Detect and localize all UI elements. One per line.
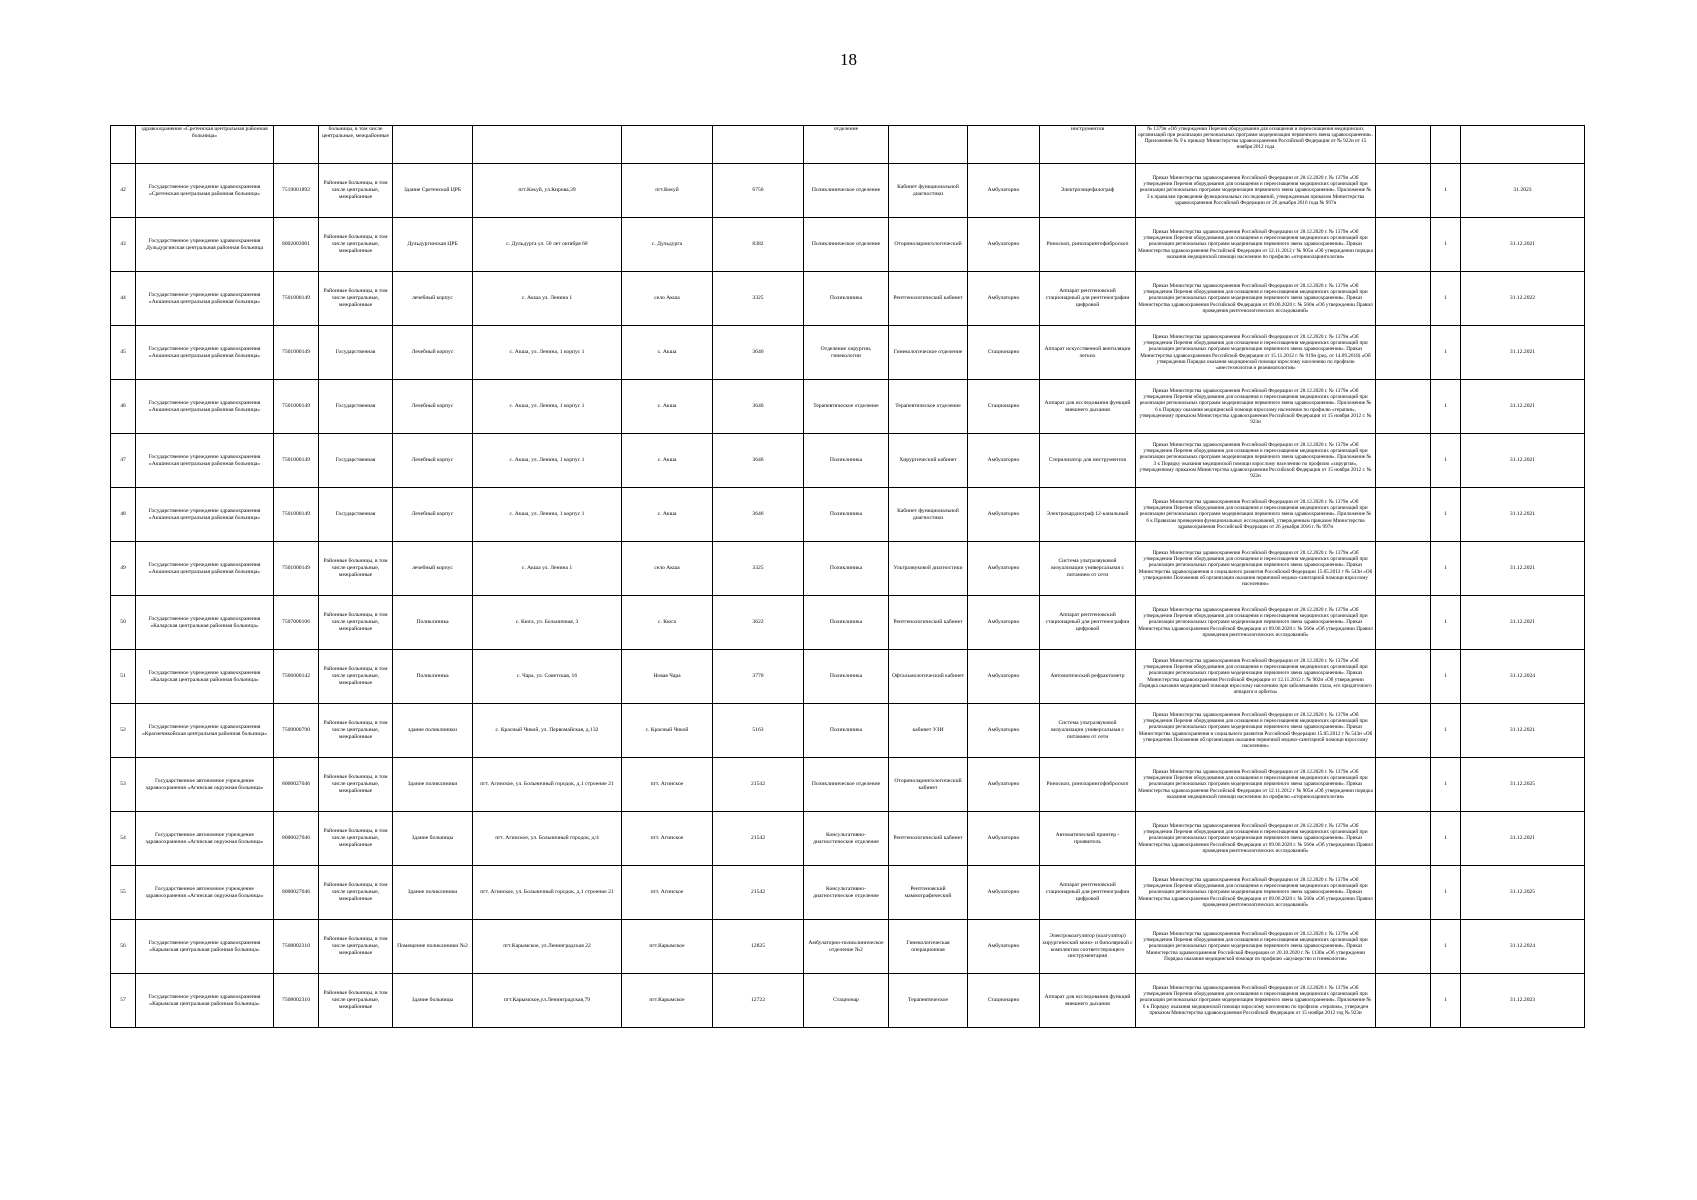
cell-type: Районные больницы, в том числе центральные, межрайонные xyxy=(319,812,393,866)
cell-quantity: 1 xyxy=(1431,812,1461,866)
cell-organization: Государственное учреждение здравоохранения «Акшинская центральная районная больница» xyxy=(136,272,274,326)
cell-department: Поликлиническое отделение xyxy=(804,758,889,812)
cell-condition: Амбулаторно xyxy=(968,920,1040,974)
cell-oktmo: 3325 xyxy=(713,272,804,326)
cell-oktmo: 21542 xyxy=(713,866,804,920)
cell-locality: село Акша xyxy=(622,272,713,326)
cell-type: Районные больницы, в том числе центральные, межрайонные xyxy=(319,542,393,596)
cell-department: Поликлиника xyxy=(804,434,889,488)
cell-condition: Амбулаторно xyxy=(968,488,1040,542)
cell-cabinet: Гинекологическое отделение xyxy=(889,326,968,380)
cell-building: Поликлиника xyxy=(393,650,473,704)
table-row xyxy=(111,866,1585,920)
cell-date: 31.12.2024 xyxy=(1461,920,1585,974)
cell-quantity: 1 xyxy=(1431,920,1461,974)
cell-empty xyxy=(1376,380,1431,434)
cell-equipment: Аппарат рентгеновский стационарный для рентгенографии цифровой xyxy=(1040,272,1136,326)
cell-cabinet: Рентгеновский маммографический xyxy=(889,866,968,920)
cell-organization: здравоохранения «Сретенская центральная районная больница» xyxy=(136,126,274,164)
table-row xyxy=(111,704,1585,758)
cell-quantity: 1 xyxy=(1431,542,1461,596)
table-row xyxy=(111,488,1585,542)
cell-legal-basis: Приказ Министерства здравоохранения Российской Федерации от 28.12.2020 г. № 1379н «Об утверждении Перечня оборудования для оснащения и переоснащения медицинских организаций при реализации региональных программ модернизации первичного звена здравоохранения». Приказ Министерства здравоохранения Российской Федерации от 20.10.2020 г. № 1130н «Об утверждении Порядка оказания медицинской помощи по профилю «акушерство и гинекология» xyxy=(1136,920,1376,974)
cell-locality: с. Акша xyxy=(622,488,713,542)
cell-num xyxy=(111,126,136,164)
cell-empty xyxy=(1376,434,1431,488)
cell-num: 57 xyxy=(111,974,136,1028)
cell-num: 42 xyxy=(111,164,136,218)
cell-building: Поликлиника xyxy=(393,596,473,650)
cell-condition: Амбулаторно xyxy=(968,218,1040,272)
cell-condition: Амбулаторно xyxy=(968,758,1040,812)
cell-empty xyxy=(1376,920,1431,974)
cell-organization: Государственное автономное учреждение здравоохранения «Агинская окружная больница» xyxy=(136,758,274,812)
cell-type: Районные больницы, в том числе центральные, межрайонные xyxy=(319,866,393,920)
cell-type: Районные больницы, в том числе центральные, межрайонные xyxy=(319,974,393,1028)
cell-address: с. Акша ул. Ленина 1 xyxy=(473,542,622,596)
cell-cabinet: Ультразвуковой диагностики xyxy=(889,542,968,596)
cell-ogrn: 7501000149 xyxy=(274,434,319,488)
cell-cabinet: Гинекологическая операционная xyxy=(889,920,968,974)
cell-quantity: 1 xyxy=(1431,272,1461,326)
cell-num: 50 xyxy=(111,596,136,650)
cell-num: 56 xyxy=(111,920,136,974)
cell-department: Поликлиническое отделение xyxy=(804,218,889,272)
cell-date: 31.12.2021 xyxy=(1461,488,1585,542)
cell-num: 45 xyxy=(111,326,136,380)
cell-address xyxy=(473,126,622,164)
cell-type: Районные больницы, в том числе центральные, межрайонные xyxy=(319,218,393,272)
cell-building: Лечебный корпус xyxy=(393,326,473,380)
cell-empty xyxy=(1376,758,1431,812)
table-body xyxy=(111,126,1585,1028)
cell-locality: пгт.Карымское xyxy=(622,974,713,1028)
cell-quantity: 1 xyxy=(1431,974,1461,1028)
cell-oktmo: 3622 xyxy=(713,596,804,650)
cell-type: Районные больницы, в том числе центральные, межрайонные xyxy=(319,650,393,704)
cell-oktmo: 12722 xyxy=(713,974,804,1028)
cell-organization: Государственное учреждение здравоохранения «Каларская центральная районная больница» xyxy=(136,596,274,650)
cell-building: Здание Сретенской ЦРБ xyxy=(393,164,473,218)
cell-department: Поликлиника xyxy=(804,704,889,758)
cell-empty xyxy=(1376,974,1431,1028)
cell-empty xyxy=(1376,812,1431,866)
cell-address: с. Акша, ул. Ленина, 1 корпус 1 xyxy=(473,488,622,542)
cell-locality: с. Дульдурга xyxy=(622,218,713,272)
cell-address: пгт.Карымское, ул.Ленинградская 22 xyxy=(473,920,622,974)
cell-num: 52 xyxy=(111,704,136,758)
cell-ogrn xyxy=(274,126,319,164)
cell-date: 31.12.2021 xyxy=(1461,218,1585,272)
cell-num: 53 xyxy=(111,758,136,812)
cell-quantity: 1 xyxy=(1431,488,1461,542)
cell-locality: Новая Чара xyxy=(622,650,713,704)
table-row xyxy=(111,920,1585,974)
cell-ogrn: 7508002310 xyxy=(274,974,319,1028)
cell-ogrn: 7501000149 xyxy=(274,488,319,542)
cell-organization: Государственное учреждение здравоохранения Дульдургинская центральная районная больница xyxy=(136,218,274,272)
cell-empty xyxy=(1376,164,1431,218)
cell-address: пгт. Агинское, ул. Больничный городок, д.1 строение 21 xyxy=(473,758,622,812)
cell-empty xyxy=(1376,488,1431,542)
cell-locality: с. Красный Чикой xyxy=(622,704,713,758)
cell-cabinet: Кабинет функциональной диагностики xyxy=(889,488,968,542)
cell-department: Поликлиника xyxy=(804,272,889,326)
cell-legal-basis: Приказ Министерства здравоохранения Российской Федерации от 28.12.2020 г. № 1379н «Об утверждении Перечня оборудования для оснащения и переоснащения медицинских организаций при реализации региональных программ модернизации первичного звена здравоохранения». Приказ Министерства здравоохранения Российской Федерации от 09.06.2020 г. № 560н «Об утверждении Правил проведения рентгенологических исследований» xyxy=(1136,272,1376,326)
cell-locality: пгт.Карымское xyxy=(622,920,713,974)
cell-oktmo: 3646 xyxy=(713,326,804,380)
cell-condition: Амбулаторно xyxy=(968,596,1040,650)
cell-oktmo: 3646 xyxy=(713,380,804,434)
table-row xyxy=(111,758,1585,812)
cell-empty xyxy=(1376,596,1431,650)
cell-condition: Амбулаторно xyxy=(968,866,1040,920)
cell-date: 31.12.2022 xyxy=(1461,272,1585,326)
cell-type: Государственная xyxy=(319,326,393,380)
cell-building: Лечебный корпус xyxy=(393,380,473,434)
cell-organization: Государственное учреждение здравоохранения «Карымская центральная районная больница» xyxy=(136,974,274,1028)
cell-cabinet: Оториноларингологический кабинет xyxy=(889,758,968,812)
cell-equipment: Система ультразвуковой визуализации универсальная с питанием от сети xyxy=(1040,542,1136,596)
cell-cabinet: Терапевтическое xyxy=(889,974,968,1028)
cell-address: с. Чара, ул. Советская, 16 xyxy=(473,650,622,704)
cell-department: отделение xyxy=(804,126,889,164)
cell-equipment: Аппарат рентгеновский стационарный для рентгенографии цифровой xyxy=(1040,596,1136,650)
table-row-partial xyxy=(111,126,1585,164)
cell-date: 31.12.2021 xyxy=(1461,542,1585,596)
cell-date: 31.12.2021 xyxy=(1461,434,1585,488)
cell-date xyxy=(1461,126,1585,164)
cell-legal-basis: Приказ Министерства здравоохранения Российской Федерации от 28.12.2020 г. № 1379н «Об утверждении Перечня оборудования для оснащения и переоснащения медицинских организаций при реализации региональных программ модернизации первичного звена здравоохранения». Приказ Министерства здравоохранения и социального развития Российской Федерации 15.05.2012 г № 543н «Об утверждении Положения об организации оказания первичной медико-санитарной помощи взрослому населению» xyxy=(1136,704,1376,758)
cell-quantity: 1 xyxy=(1431,326,1461,380)
cell-locality: пгт. Агинское xyxy=(622,866,713,920)
cell-condition: Амбулаторно xyxy=(968,812,1040,866)
cell-equipment: Электрокоагулятор (коагулятор) хирургический моно- и биполярный с комплектом соответствующего инструментария xyxy=(1040,920,1136,974)
cell-condition: Амбулаторно xyxy=(968,164,1040,218)
cell-quantity: 1 xyxy=(1431,650,1461,704)
cell-address: с. Красный Чикой, ул. Первомайская, д.132 xyxy=(473,704,622,758)
cell-type: Районные больницы, в том числе центральные, межрайонные xyxy=(319,596,393,650)
cell-organization: Государственное учреждение здравоохранения «Акшинская центральная районная больница» xyxy=(136,434,274,488)
cell-date: 31.12.2023 xyxy=(1461,974,1585,1028)
cell-quantity: 1 xyxy=(1431,380,1461,434)
cell-building: лечебный корпус xyxy=(393,272,473,326)
cell-num: 54 xyxy=(111,812,136,866)
page-number: 18 xyxy=(840,50,857,69)
cell-department: Поликлиника xyxy=(804,542,889,596)
cell-empty xyxy=(1376,326,1431,380)
cell-oktmo: 6756 xyxy=(713,164,804,218)
cell-num: 46 xyxy=(111,380,136,434)
cell-quantity: 1 xyxy=(1431,164,1461,218)
cell-type: Районные больницы, в том числе центральные, межрайонные xyxy=(319,704,393,758)
cell-type: Государственная xyxy=(319,380,393,434)
cell-equipment: Автоматический принтер - проявитель xyxy=(1040,812,1136,866)
cell-condition: Стационарно xyxy=(968,380,1040,434)
equipment-table xyxy=(110,125,1585,1028)
cell-type: Районные больницы, в том числе центральные, межрайонные xyxy=(319,164,393,218)
table-row xyxy=(111,596,1585,650)
cell-ogrn: 7501000149 xyxy=(274,380,319,434)
cell-date: 31.12.2021 xyxy=(1461,326,1585,380)
cell-department: Поликлиническое отделение xyxy=(804,164,889,218)
cell-legal-basis: Приказ Министерства здравоохранения Российской Федерации от 28.12.2020 г. № 1379н «Об утверждении Перечня оборудования для оснащения и переоснащения медицинских организаций при реализации региональных программ модернизации первичного звена здравоохранения». Приказ Министерства здравоохранения Российской Федерации от 12.11.2012 г № 905н «Об утверждении порядка оказания медицинской помощи населению по профилю «оториноларингология» xyxy=(1136,758,1376,812)
cell-equipment: Аппарат рентгеновский стационарный для рентгенографии цифровой xyxy=(1040,866,1136,920)
cell-organization: Государственное учреждение здравоохранения «Акшинская центральная районная больница» xyxy=(136,380,274,434)
cell-legal-basis: Приказ Министерства здравоохранения Российской Федерации от 28.12.2020 г. № 1379н «Об утверждении Перечня оборудования для оснащения и переоснащения медицинских организаций при реализации региональных программ модернизации первичного звена здравоохранения». Приложение № 3 к Порядку оказания медицинской помощи взрослому населению по профилю «хирургия», утвержденному приказом Министерства здравоохранения Российской Федерации от 15 ноября 2012 г. № 922н xyxy=(1136,434,1376,488)
cell-date: 31.12.2021 xyxy=(1461,380,1585,434)
cell-date: 31.12.2025 xyxy=(1461,758,1585,812)
cell-address: пгт.Кокуй, ул.Кирова,39 xyxy=(473,164,622,218)
cell-legal-basis: Приказ Министерства здравоохранения Российской Федерации от 28.12.2020 г. № 1379н «Об утверждении Перечня оборудования для оснащения и переоснащения медицинских организаций при реализации региональных программ модернизации первичного звена здравоохранения». Приказ Министерства здравоохранения Российской Федерации от 12.11.2012 г. № 902н «Об утверждении Порядка оказания медицинской помощи взрослому населению при заболеваниях глаза, его придаточного аппарата и орбиты» xyxy=(1136,650,1376,704)
cell-building xyxy=(393,126,473,164)
cell-equipment: Электрокардиограф 12-канальный xyxy=(1040,488,1136,542)
cell-oktmo: 8382 xyxy=(713,218,804,272)
cell-equipment: Аппарат для исследования функций внешнего дыхания xyxy=(1040,974,1136,1028)
cell-quantity: 1 xyxy=(1431,596,1461,650)
cell-condition: Амбулаторно xyxy=(968,542,1040,596)
cell-condition: Амбулаторно xyxy=(968,272,1040,326)
cell-cabinet: Оториноларингологический xyxy=(889,218,968,272)
cell-locality: пгт. Агинское xyxy=(622,758,713,812)
cell-equipment: Электроэнцефалограф xyxy=(1040,164,1136,218)
cell-cabinet: Кабинет функциональной диагностики xyxy=(889,164,968,218)
cell-equipment: Автоматический рефрактометр xyxy=(1040,650,1136,704)
cell-cabinet: Рентгенологический кабинет xyxy=(889,596,968,650)
cell-empty xyxy=(1376,542,1431,596)
cell-ogrn: 7508002310 xyxy=(274,920,319,974)
cell-ogrn: 8002003001 xyxy=(274,218,319,272)
cell-empty xyxy=(1376,272,1431,326)
cell-building: Лечебный корпус xyxy=(393,488,473,542)
cell-legal-basis: Приказ Министерства здравоохранения Российской Федерации от 28.12.2020 г. № 1379н «Об утверждении Перечня оборудования для оснащения и переоснащения медицинских организаций при реализации региональных программ модернизации первичного звена здравоохранения». Приказ Министерства здравоохранения Российской Федерации от 09.06.2020 г. № 560н «Об утверждении Правил проведения рентгенологических исследований» xyxy=(1136,812,1376,866)
cell-legal-basis: Приказ Министерства здравоохранения Российской Федерации от 28.12.2020 г. № 1379н «Об утверждении Перечня оборудования для оснащения и переоснащения медицинских организаций при реализации региональных программ модернизации первичного звена здравоохранения». Приказ Министерства здравоохранения Российской Федерации от 15.11.2012 г. № 919н (ред. от 14.09.2018) «Об утверждении Порядка оказания медицинской помощи взрослому населению по профилю «анестезиология и реаниматология» xyxy=(1136,326,1376,380)
cell-address: пгт.Карымское,ул.Ленинградская,79 xyxy=(473,974,622,1028)
table-row xyxy=(111,812,1585,866)
cell-address: с. Кюга, ул. Больничная, 3 xyxy=(473,596,622,650)
cell-locality: пгт. Агинское xyxy=(622,812,713,866)
cell-ogrn: 7501000149 xyxy=(274,272,319,326)
cell-empty xyxy=(1376,218,1431,272)
cell-address: пгт. Агинское, ул. Больничный городок, д/4 xyxy=(473,812,622,866)
cell-building: Лечебный корпус xyxy=(393,434,473,488)
cell-equipment: Риноскоп, риноларингофиброскоп xyxy=(1040,758,1136,812)
cell-legal-basis: Приказ Министерства здравоохранения Российской Федерации от 28.12.2020 г. № 1379н «Об утверждении Перечня оборудования для оснащения и переоснащения медицинских организаций при реализации региональных программ модернизации первичного звена здравоохранения». Приказ Министерства здравоохранения Российской Федерации от 12.11.2012 г № 905н «Об утверждении порядка оказания медицинской помощи населению по профилю «оториноларингология» xyxy=(1136,218,1376,272)
cell-empty xyxy=(1376,126,1431,164)
cell-ogrn: 7507000106 xyxy=(274,596,319,650)
cell-type: больницы, в том числе центральные, межрайонные xyxy=(319,126,393,164)
cell-department: Стационар xyxy=(804,974,889,1028)
cell-equipment: Система ультразвуковой визуализации универсальная с питанием от сети xyxy=(1040,704,1136,758)
cell-quantity: 1 xyxy=(1431,866,1461,920)
cell-locality: с. Кюга xyxy=(622,596,713,650)
cell-department: Отделение хирургии, гинекологии xyxy=(804,326,889,380)
cell-type: Государственная xyxy=(319,434,393,488)
cell-num: 55 xyxy=(111,866,136,920)
cell-date: 31.2023 xyxy=(1461,164,1585,218)
cell-date: 31.12.2021 xyxy=(1461,596,1585,650)
cell-num: 47 xyxy=(111,434,136,488)
cell-quantity: 1 xyxy=(1431,434,1461,488)
cell-building: Помещение поликлиники №2 xyxy=(393,920,473,974)
cell-type: Государственная xyxy=(319,488,393,542)
cell-condition: Амбулаторно xyxy=(968,704,1040,758)
cell-oktmo xyxy=(713,126,804,164)
cell-oktmo: 5163 xyxy=(713,704,804,758)
cell-condition: Стационарно xyxy=(968,326,1040,380)
cell-equipment: Аппарат искусственной вентиляции легких xyxy=(1040,326,1136,380)
cell-quantity: 1 xyxy=(1431,704,1461,758)
cell-cabinet xyxy=(889,126,968,164)
cell-organization: Государственное учреждение здравоохранения «Сретенская центральная районная больница» xyxy=(136,164,274,218)
cell-locality: пгт.Кокуй xyxy=(622,164,713,218)
cell-oktmo: 21542 xyxy=(713,812,804,866)
cell-cabinet: Офтальмологический кабинет xyxy=(889,650,968,704)
cell-empty xyxy=(1376,704,1431,758)
cell-address: с. Акша, ул. Ленина, 1 корпус 1 xyxy=(473,380,622,434)
cell-locality: с. Акша xyxy=(622,380,713,434)
cell-ogrn: 8000027046 xyxy=(274,812,319,866)
cell-cabinet: Рентгенологический кабинет xyxy=(889,812,968,866)
cell-num: 43 xyxy=(111,218,136,272)
cell-num: 51 xyxy=(111,650,136,704)
cell-organization: Государственное учреждение здравоохранения «Акшинская центральная районная больница» xyxy=(136,488,274,542)
table-row xyxy=(111,650,1585,704)
cell-organization: Государственное автономное учреждение здравоохранения «Агинская окружная больница» xyxy=(136,866,274,920)
cell-address: с. Дульдурга ул. 50 лет октября 68 xyxy=(473,218,622,272)
cell-building: Здание поликлиники xyxy=(393,866,473,920)
cell-organization: Государственное учреждение здравоохранения «Карымская центральная районная больница» xyxy=(136,920,274,974)
cell-equipment: Риноскоп, риноларингофиброскоп xyxy=(1040,218,1136,272)
cell-organization: Государственное учреждение здравоохранения «Акшинская центральная районная больница» xyxy=(136,542,274,596)
cell-department: Поликлиника xyxy=(804,488,889,542)
cell-address: с. Акша ул. Ленина 1 xyxy=(473,272,622,326)
cell-legal-basis: Приказ Министерства здравоохранения Российской Федерации от 28.12.2020 г. № 1379н «Об утверждении Перечня оборудования для оснащения и переоснащения медицинских организаций при реализации региональных программ модернизации первичного звена здравоохранения». Приложение № 3 к правилам проведения функциональных исследований, утвержденным приказом Министерства здравоохранения Российской Федерации от 26 декабря 2016 года № 997н xyxy=(1136,164,1376,218)
cell-num: 44 xyxy=(111,272,136,326)
cell-building: Здание больницы xyxy=(393,974,473,1028)
cell-cabinet: кабинет УЗИ xyxy=(889,704,968,758)
cell-oktmo: 3646 xyxy=(713,488,804,542)
cell-department: Амбулаторно-поликлиническое отделение №2 xyxy=(804,920,889,974)
table-row xyxy=(111,272,1585,326)
cell-condition: Амбулаторно xyxy=(968,650,1040,704)
cell-ogrn: 7501000149 xyxy=(274,542,319,596)
cell-date: 31.12.2025 xyxy=(1461,866,1585,920)
cell-building: Дульдургинская ЦРБ xyxy=(393,218,473,272)
cell-ogrn: 7519001892 xyxy=(274,164,319,218)
cell-cabinet: Хирургический кабинет xyxy=(889,434,968,488)
cell-ogrn: 7501000149 xyxy=(274,326,319,380)
cell-oktmo: 3770 xyxy=(713,650,804,704)
cell-address: пгт. Агинское, ул. Больничный городок, д.1 строение 21 xyxy=(473,866,622,920)
cell-locality: с. Акша xyxy=(622,434,713,488)
cell-department: Терапевтическое отделение xyxy=(804,380,889,434)
cell-type: Районные больницы, в том числе центральные, межрайонные xyxy=(319,272,393,326)
cell-oktmo: 21542 xyxy=(713,758,804,812)
table-row xyxy=(111,218,1585,272)
cell-quantity: 1 xyxy=(1431,758,1461,812)
cell-building: Здание поликлиники xyxy=(393,758,473,812)
cell-building: здание поликлиники xyxy=(393,704,473,758)
cell-organization: Государственное учреждение здравоохранения «Краснечикойская центральная районная больница» xyxy=(136,704,274,758)
cell-type: Районные больницы, в том числе центральные, межрайонные xyxy=(319,758,393,812)
cell-oktmo: 3646 xyxy=(713,434,804,488)
cell-organization: Государственное автономное учреждение здравоохранения «Агинская окружная больница» xyxy=(136,812,274,866)
cell-address: с. Акша, ул. Ленина, 1 корпус 1 xyxy=(473,326,622,380)
cell-condition: Амбулаторно xyxy=(968,434,1040,488)
cell-legal-basis: Приказ Министерства здравоохранения Российской Федерации от 28.12.2020 г. № 1379н «Об утверждении Перечня оборудования для оснащения и переоснащения медицинских организаций при реализации региональных программ модернизации первичного звена здравоохранения». Приложение № 6 к Правилам проведения функциональных исследований, утвержденным приказом Министерства здравоохранения Российской Федерации от 26 декабря 2016 г. № 997н xyxy=(1136,488,1376,542)
cell-building: лечебный корпус xyxy=(393,542,473,596)
cell-date: 31.12.2024 xyxy=(1461,650,1585,704)
table-row xyxy=(111,326,1585,380)
table-row xyxy=(111,164,1585,218)
cell-equipment: Аппарат для исследования функций внешнего дыхания xyxy=(1040,380,1136,434)
cell-department: Консультативно-диагностическое отделение xyxy=(804,812,889,866)
cell-legal-basis: Приказ Министерства здравоохранения Российской Федерации от 28.12.2020 г. № 1379н «Об утверждении Перечня оборудования для оснащения и переоснащения медицинских организаций при реализации региональных программ модернизации первичного звена здравоохранения». Приложение № 6 к Порядку оказания медицинской помощи взрослому населению по профилю «терапия», утвержденному приказом Министерства здравоохранения Российской Федерации от 15 ноября 2012 г. № 923н xyxy=(1136,380,1376,434)
cell-department: Поликлиника xyxy=(804,650,889,704)
cell-num: 49 xyxy=(111,542,136,596)
cell-condition xyxy=(968,126,1040,164)
cell-date: 31.12.2021 xyxy=(1461,812,1585,866)
cell-cabinet: Рентгенологический кабинет xyxy=(889,272,968,326)
cell-ogrn: 7509000790 xyxy=(274,704,319,758)
table-row xyxy=(111,974,1585,1028)
cell-legal-basis: № 1379н «Об утверждении Перечня оборудования для оснащения и переоснащения медицинских организаций при реализации региональных программ модернизации первичного звена здравоохранения». Приложение № 9 к приказу Министерства здравоохранения Российской Федерации от № 922н от 15 ноября 2012 года xyxy=(1136,126,1376,164)
cell-department: Поликлиника xyxy=(804,596,889,650)
cell-num: 48 xyxy=(111,488,136,542)
table-row xyxy=(111,542,1585,596)
cell-empty xyxy=(1376,866,1431,920)
cell-locality: село Акша xyxy=(622,542,713,596)
cell-empty xyxy=(1376,650,1431,704)
cell-locality: с. Акша xyxy=(622,326,713,380)
cell-date: 31.12.2021 xyxy=(1461,704,1585,758)
cell-building: Здание больницы xyxy=(393,812,473,866)
cell-type: Районные больницы, в том числе центральные, межрайонные xyxy=(319,920,393,974)
cell-legal-basis: Приказ Министерства здравоохранения Российской Федерации от 28.12.2020 г. № 1379н «Об утверждении Перечня оборудования для оснащения и переоснащения медицинских организаций при реализации региональных программ модернизации первичного звена здравоохранения». Приказ Министерства здравоохранения Российской Федерации от 09.06.2020 г. № 560н «Об утверждении Правил проведения рентгенологических исследований» xyxy=(1136,596,1376,650)
cell-department: Консультативно-диагностическое отделение xyxy=(804,866,889,920)
cell-ogrn: 7506000142 xyxy=(274,650,319,704)
cell-locality xyxy=(622,126,713,164)
cell-ogrn: 8000027046 xyxy=(274,866,319,920)
table-row xyxy=(111,380,1585,434)
cell-legal-basis: Приказ Министерства здравоохранения Российской Федерации от 28.12.2020 г. № 1379н «Об утверждении Перечня оборудования для оснащения и переоснащения медицинских организаций при реализации региональных программ модернизации первичного звена здравоохранения». Приложение № 6 к Порядку оказания медицинской помощи взрослому населению по профилю «терапия», утвержден приказом Министерства здравоохранения Российской Федерации от 15 ноября 2012 год № 923н xyxy=(1136,974,1376,1028)
cell-oktmo: 3325 xyxy=(713,542,804,596)
cell-quantity: 1 xyxy=(1431,218,1461,272)
cell-organization: Государственное учреждение здравоохранения «Акшинская центральная районная больница» xyxy=(136,326,274,380)
cell-equipment: Стерилизатор для инструментов xyxy=(1040,434,1136,488)
cell-equipment: инструментов xyxy=(1040,126,1136,164)
table-row xyxy=(111,434,1585,488)
cell-ogrn: 8000027046 xyxy=(274,758,319,812)
cell-legal-basis: Приказ Министерства здравоохранения Российской Федерации от 28.12.2020 г. № 1379н «Об утверждении Перечня оборудования для оснащения и переоснащения медицинских организаций при реализации региональных программ модернизации первичного звена здравоохранения». Приказ Министерства здравоохранения и социального развития Российской Федерации 15.05.2012 г № 543н «Об утверждении Положения об организации оказания первичной медико-санитарной помощи взрослому населению» xyxy=(1136,542,1376,596)
cell-cabinet: Терапевтическое отделение xyxy=(889,380,968,434)
cell-quantity xyxy=(1431,126,1461,164)
cell-organization: Государственное учреждение здравоохранения «Каларская центральная районная больница» xyxy=(136,650,274,704)
cell-legal-basis: Приказ Министерства здравоохранения Российской Федерации от 28.12.2020 г. № 1379н «Об утверждении Перечня оборудования для оснащения и переоснащения медицинских организаций при реализации региональных программ модернизации первичного звена здравоохранения». Приказ Министерства здравоохранения Российской Федерации от 09.06.2020 г. № 560н «Об утверждении Правил проведения рентгенологических исследований» xyxy=(1136,866,1376,920)
cell-oktmo: 12825 xyxy=(713,920,804,974)
cell-address: с. Акша, ул. Ленина, 1 корпус 1 xyxy=(473,434,622,488)
cell-condition: Стационарно xyxy=(968,974,1040,1028)
